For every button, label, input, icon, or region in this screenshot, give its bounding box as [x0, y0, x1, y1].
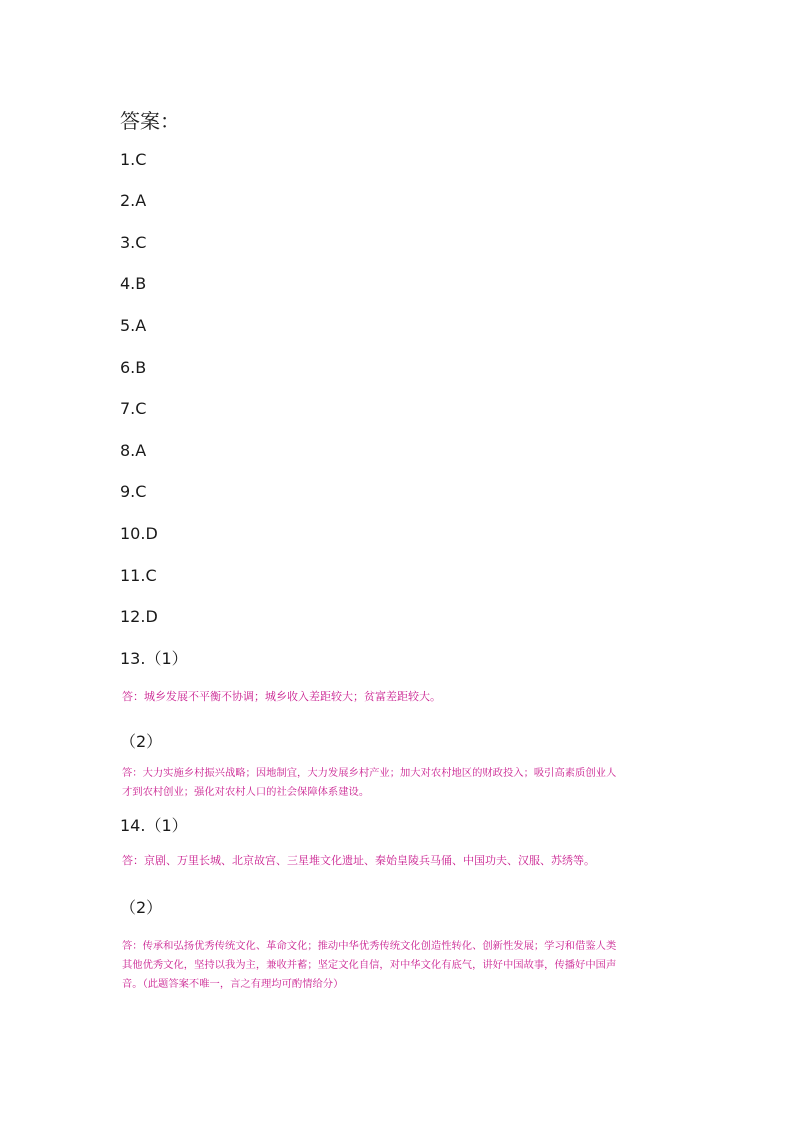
question-14-part1-label: 14.（1）: [120, 816, 188, 835]
question-14-part2-answer-line2: 其他优秀文化，坚持以我为主，兼收并蓄；坚定文化自信，对中华文化有底气，讲好中国故事，传播好中国声: [122, 959, 617, 971]
answer-item-3: 3.C: [120, 233, 147, 252]
answer-item-8: 8.A: [120, 441, 147, 460]
answer-item-9: 9.C: [120, 482, 147, 501]
answer-item-6: 6.B: [120, 358, 147, 377]
answer-item-11: 11.C: [120, 566, 157, 585]
question-14-part1-answer: 答：京剧、万里长城、北京故宫、三星堆文化遗址、秦始皇陵兵马俑、中国功夫、汉服、苏绣等。: [122, 854, 595, 867]
answer-item-4: 4.B: [120, 274, 147, 293]
answer-item-2: 2.A: [120, 191, 147, 210]
question-13-part2-label: （2）: [120, 732, 163, 751]
answer-item-10: 10.D: [120, 524, 158, 543]
answer-item-1: 1.C: [120, 150, 147, 169]
question-13-part1-answer: 答：城乡发展不平衡不协调；城乡收入差距较大；贫富差距较大。: [122, 690, 441, 703]
question-13-part1-label: 13.（1）: [120, 649, 188, 668]
question-13-part2-answer-line1: 答：大力实施乡村振兴战略；因地制宜，大力发展乡村产业；加大对农村地区的财政投入；吸引高素质创业人: [122, 767, 617, 779]
question-14-part2-answer-line1: 答：传承和弘扬优秀传统文化、革命文化；推动中华优秀传统文化创造性转化、创新性发展；学习和借鉴人类: [122, 940, 617, 952]
answer-item-12: 12.D: [120, 607, 158, 626]
question-14-part2-answer-line3: 音。（此题答案不唯一，言之有理均可酌情给分）: [122, 978, 344, 990]
question-14-part2-label: （2）: [120, 898, 163, 917]
answer-item-5: 5.A: [120, 316, 147, 335]
question-13-part2-answer-line2: 才到农村创业；强化对农村人口的社会保障体系建设。: [122, 786, 370, 798]
answers-heading: 答案：: [120, 109, 180, 133]
answer-item-7: 7.C: [120, 399, 147, 418]
